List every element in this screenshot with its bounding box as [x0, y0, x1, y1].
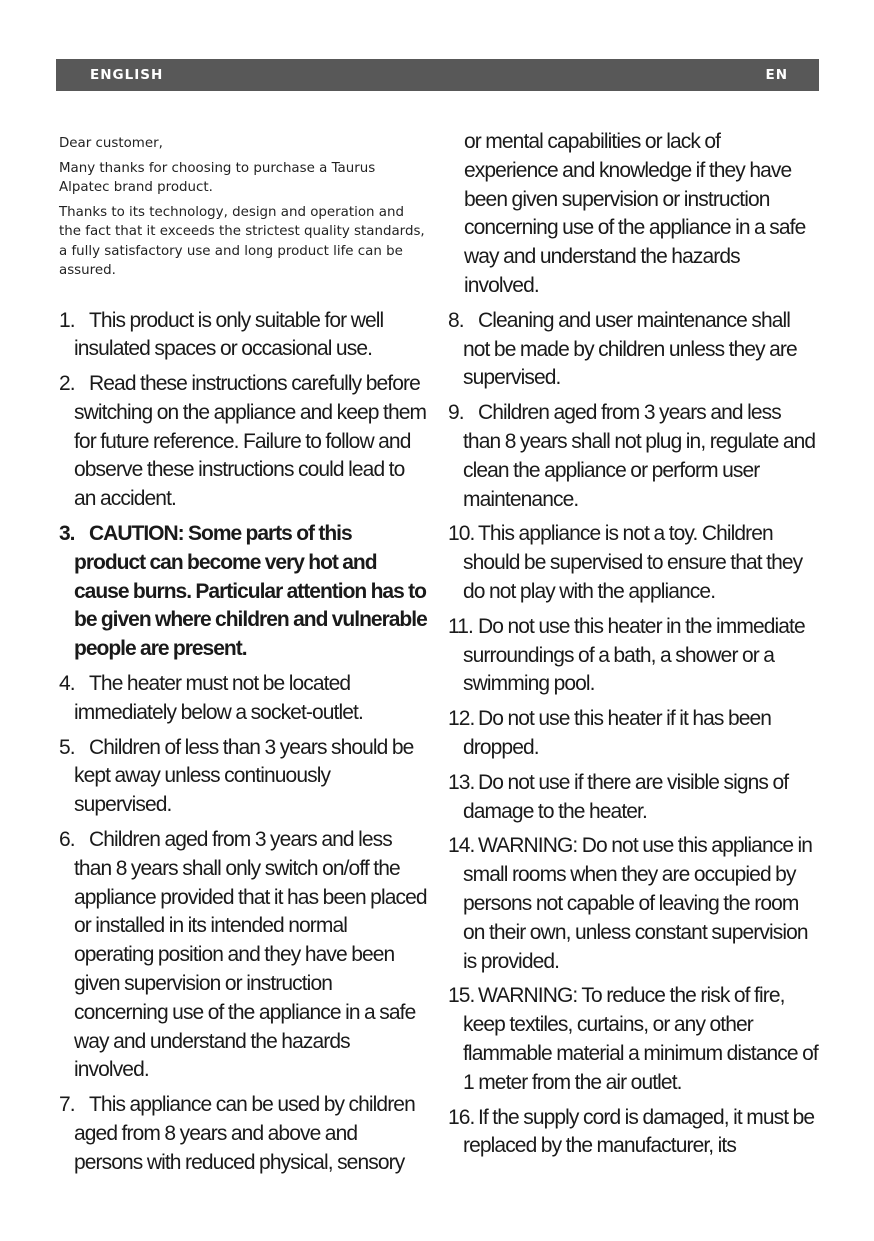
language-label: ENGLISH [90, 67, 164, 83]
safety-item-12: 12. Do not use this heater if it has been dropped. [448, 707, 772, 759]
intro-thanks: Many thanks for choosing to purchase a Taurus Alpatec brand product. [59, 160, 376, 195]
language-code: EN [765, 67, 788, 83]
safety-item-11: 11. Do not use this heater in the immediate surroundings of a bath, a shower or a swimming pool. [448, 614, 805, 696]
safety-item-4: 4. The heater must not be located immediately below a socket-outlet. [59, 672, 363, 724]
intro-text [59, 134, 427, 281]
safety-item-9: 9. Children aged from 3 years and less than 8 years shall not plug in, regulate and clean the appliance or perform user maintenance. [448, 401, 816, 511]
safety-list-right [448, 128, 818, 1161]
right-column [448, 128, 818, 1167]
intro-greeting: Dear customer, [59, 136, 163, 151]
safety-item-16: 16. If the supply cord is damaged, it must be replaced by the manufacturer, its [448, 1105, 815, 1158]
safety-item-7: 7. This appliance can be used by children aged from 8 years and above and persons with reduced physical, sensory [59, 1093, 415, 1174]
safety-item-8: 8. Cleaning and user maintenance shall not be made by children unless they are supervised. [448, 308, 797, 390]
safety-list-left [59, 307, 427, 1178]
safety-item-10: 10. This appliance is not a toy. Children should be supervised to ensure that they do not play with the appliance. [448, 522, 803, 603]
section-header-bar [56, 59, 819, 91]
safety-item-13: 13. Do not use if there are visible signs of damage to the heater. [448, 770, 789, 823]
safety-item-6: 6. Children aged from 3 years and less than 8 years shall only switch on/off the appliance provided that it has been placed or installed in its intended normal operating position and they have been given supervision or instruction concerning use of the appliance in a safe way and understand the hazards involved. [59, 828, 427, 1082]
safety-item-7-continued: or mental capabilities or lack of experience and knowledge if they have been given supervision or instruction concerning use of the appliance in a safe way and understand the hazards involved. [464, 130, 806, 297]
safety-item-2: 2. Read these instructions carefully before switching on the appliance and keep them for future reference. Failure to follow and observe these instructions could lead to an accident. [59, 372, 427, 511]
intro-quality: Thanks to its technology, design and operation and the fact that it exceeds the strictest quality standards, a fully satisfactory use and long product life can be assured. [59, 204, 425, 278]
safety-item-14-warning: 14. WARNING: Do not use this appliance in small rooms when they are occupied by persons not capable of leaving the room on their own, unless constant supervision is provided. [448, 834, 813, 973]
safety-item-3-caution: 3. CAUTION: Some parts of this product can become very hot and cause burns. Particular attention has to be given where children and vulnerable people are present. [59, 522, 427, 661]
safety-item-15-warning: 15. WARNING: To reduce the risk of fire, keep textiles, curtains, or any other flammable material a minimum distance of 1 meter from the air outlet. [448, 984, 818, 1094]
safety-item-5: 5. Children of less than 3 years should be kept away unless continuously supervised. [59, 735, 414, 817]
left-column [59, 128, 427, 1184]
safety-item-1: 1. This product is only suitable for well insulated spaces or occasional use. [59, 308, 384, 361]
